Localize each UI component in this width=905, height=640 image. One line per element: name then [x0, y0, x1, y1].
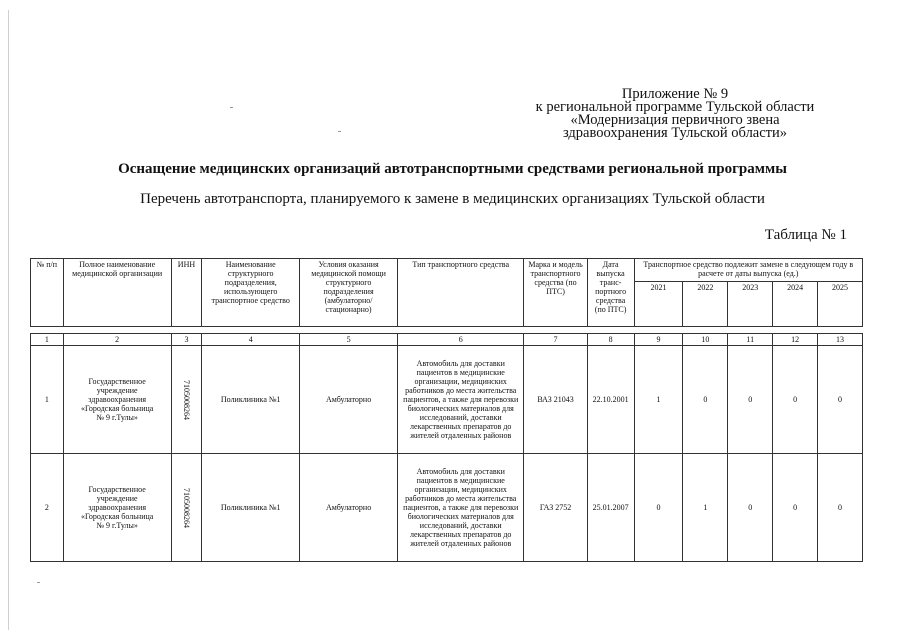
column-number: 4 [202, 334, 300, 346]
scan-speck [37, 582, 40, 583]
cell-unit: Поликлиника №1 [202, 346, 300, 454]
cell-brand: ГАЗ 2752 [524, 454, 587, 562]
cell-inn [171, 454, 202, 562]
column-number: 1 [31, 334, 64, 346]
annex-line: здравоохранения Тульской области» [562, 125, 788, 141]
cell-2023: 0 [728, 454, 773, 562]
header-year: 2021 [634, 282, 683, 327]
column-number: 2 [63, 334, 171, 346]
column-number: 12 [773, 334, 818, 346]
cell-2021: 1 [634, 346, 683, 454]
annex-line: к региональной программе Тульской области [535, 99, 815, 115]
table-number: Таблица № 1 [764, 227, 847, 243]
table-row [31, 454, 863, 562]
header-type: Тип транспортного средства [398, 259, 524, 327]
cell-conditions: Амбулаторно [300, 454, 398, 562]
document-title: Оснащение медицинских организаций автотранспортными средствами региональной программы [118, 161, 787, 177]
cell-2024: 0 [773, 346, 818, 454]
cell-2022: 0 [683, 346, 728, 454]
table-row [31, 346, 863, 454]
header-year: 2025 [818, 282, 863, 327]
header-year: 2024 [773, 282, 818, 327]
cell-brand: ВАЗ 21043 [524, 346, 587, 454]
cell-type: Автомобиль для доставки пациентов в медицинские организации, медицинских работников до места жительства пациентов, а также для перевозки биологических материалов для исследований, доставки лекарственных препаратов до жителей отдаленных районов [398, 454, 524, 562]
cell-2024: 0 [773, 454, 818, 562]
annex-line: Приложение № 9 [621, 86, 729, 102]
header-brand: Марка и модель транспортного средства (по ПТС) [524, 259, 587, 327]
cell-2025: 0 [818, 454, 863, 562]
header-org: Полное наименование медицинской организации [63, 259, 171, 327]
cell-org: Государственное учреждение здравоохранения «Городская больница № 9 г.Тулы» [63, 346, 171, 454]
cell-2022: 1 [683, 454, 728, 562]
column-number: 5 [300, 334, 398, 346]
cell-type: Автомобиль для доставки пациентов в медицинские организации, медицинских работников до места жительства пациентов, а также для перевозки биологических материалов для исследований, доставки лекарственных препаратов до жителей отдаленных районов [398, 346, 524, 454]
header-date: Дата выпуска транс-портного средства (по ПТС) [587, 259, 634, 327]
column-number: 10 [683, 334, 728, 346]
cell-2023: 0 [728, 346, 773, 454]
header-year: 2023 [728, 282, 773, 327]
cell-date: 25.01.2007 [587, 454, 634, 562]
scan-speck [230, 107, 233, 108]
cell-date: 22.10.2001 [587, 346, 634, 454]
vehicle-table [30, 258, 863, 562]
column-number: 7 [524, 334, 587, 346]
cell-org: Государственное учреждение здравоохранения «Городская больница № 9 г.Тулы» [63, 454, 171, 562]
inn-text: 7105008264 [181, 379, 191, 420]
header-year: 2022 [683, 282, 728, 327]
gap-row [31, 327, 863, 334]
cell-2021: 0 [634, 454, 683, 562]
column-number: 6 [398, 334, 524, 346]
annex-line: «Модернизация первичного звена [570, 112, 780, 128]
cell-inn [171, 346, 202, 454]
column-number: 9 [634, 334, 683, 346]
cell-conditions: Амбулаторно [300, 346, 398, 454]
column-number: 11 [728, 334, 773, 346]
header-conditions: Условия оказания медицинской помощи структурного подразделения (амбулаторно/ стационарно) [300, 259, 398, 327]
scan-speck [338, 131, 341, 132]
cell-num: 1 [31, 346, 64, 454]
page-edge-line [8, 10, 9, 630]
document-subtitle: Перечень автотранспорта, планируемого к замене в медицинских организациях Тульской области [140, 191, 765, 207]
column-number-row [31, 334, 863, 346]
header-replace: Транспортное средство подлежит замене в следующем году в расчете от даты выпуска (ед.) [634, 259, 862, 282]
header-unit: Наименование структурного подразделения, использующего транспортное средство [202, 259, 300, 327]
column-number: 8 [587, 334, 634, 346]
cell-unit: Поликлиника №1 [202, 454, 300, 562]
inn-text: 7105008264 [181, 487, 191, 528]
cell-2025: 0 [818, 346, 863, 454]
cell-num: 2 [31, 454, 64, 562]
header-num: № п/п [31, 259, 64, 327]
annex-header [525, 88, 825, 140]
header-inn: ИНН [171, 259, 202, 327]
column-number: 3 [171, 334, 202, 346]
column-number: 13 [818, 334, 863, 346]
header-row [31, 259, 863, 282]
